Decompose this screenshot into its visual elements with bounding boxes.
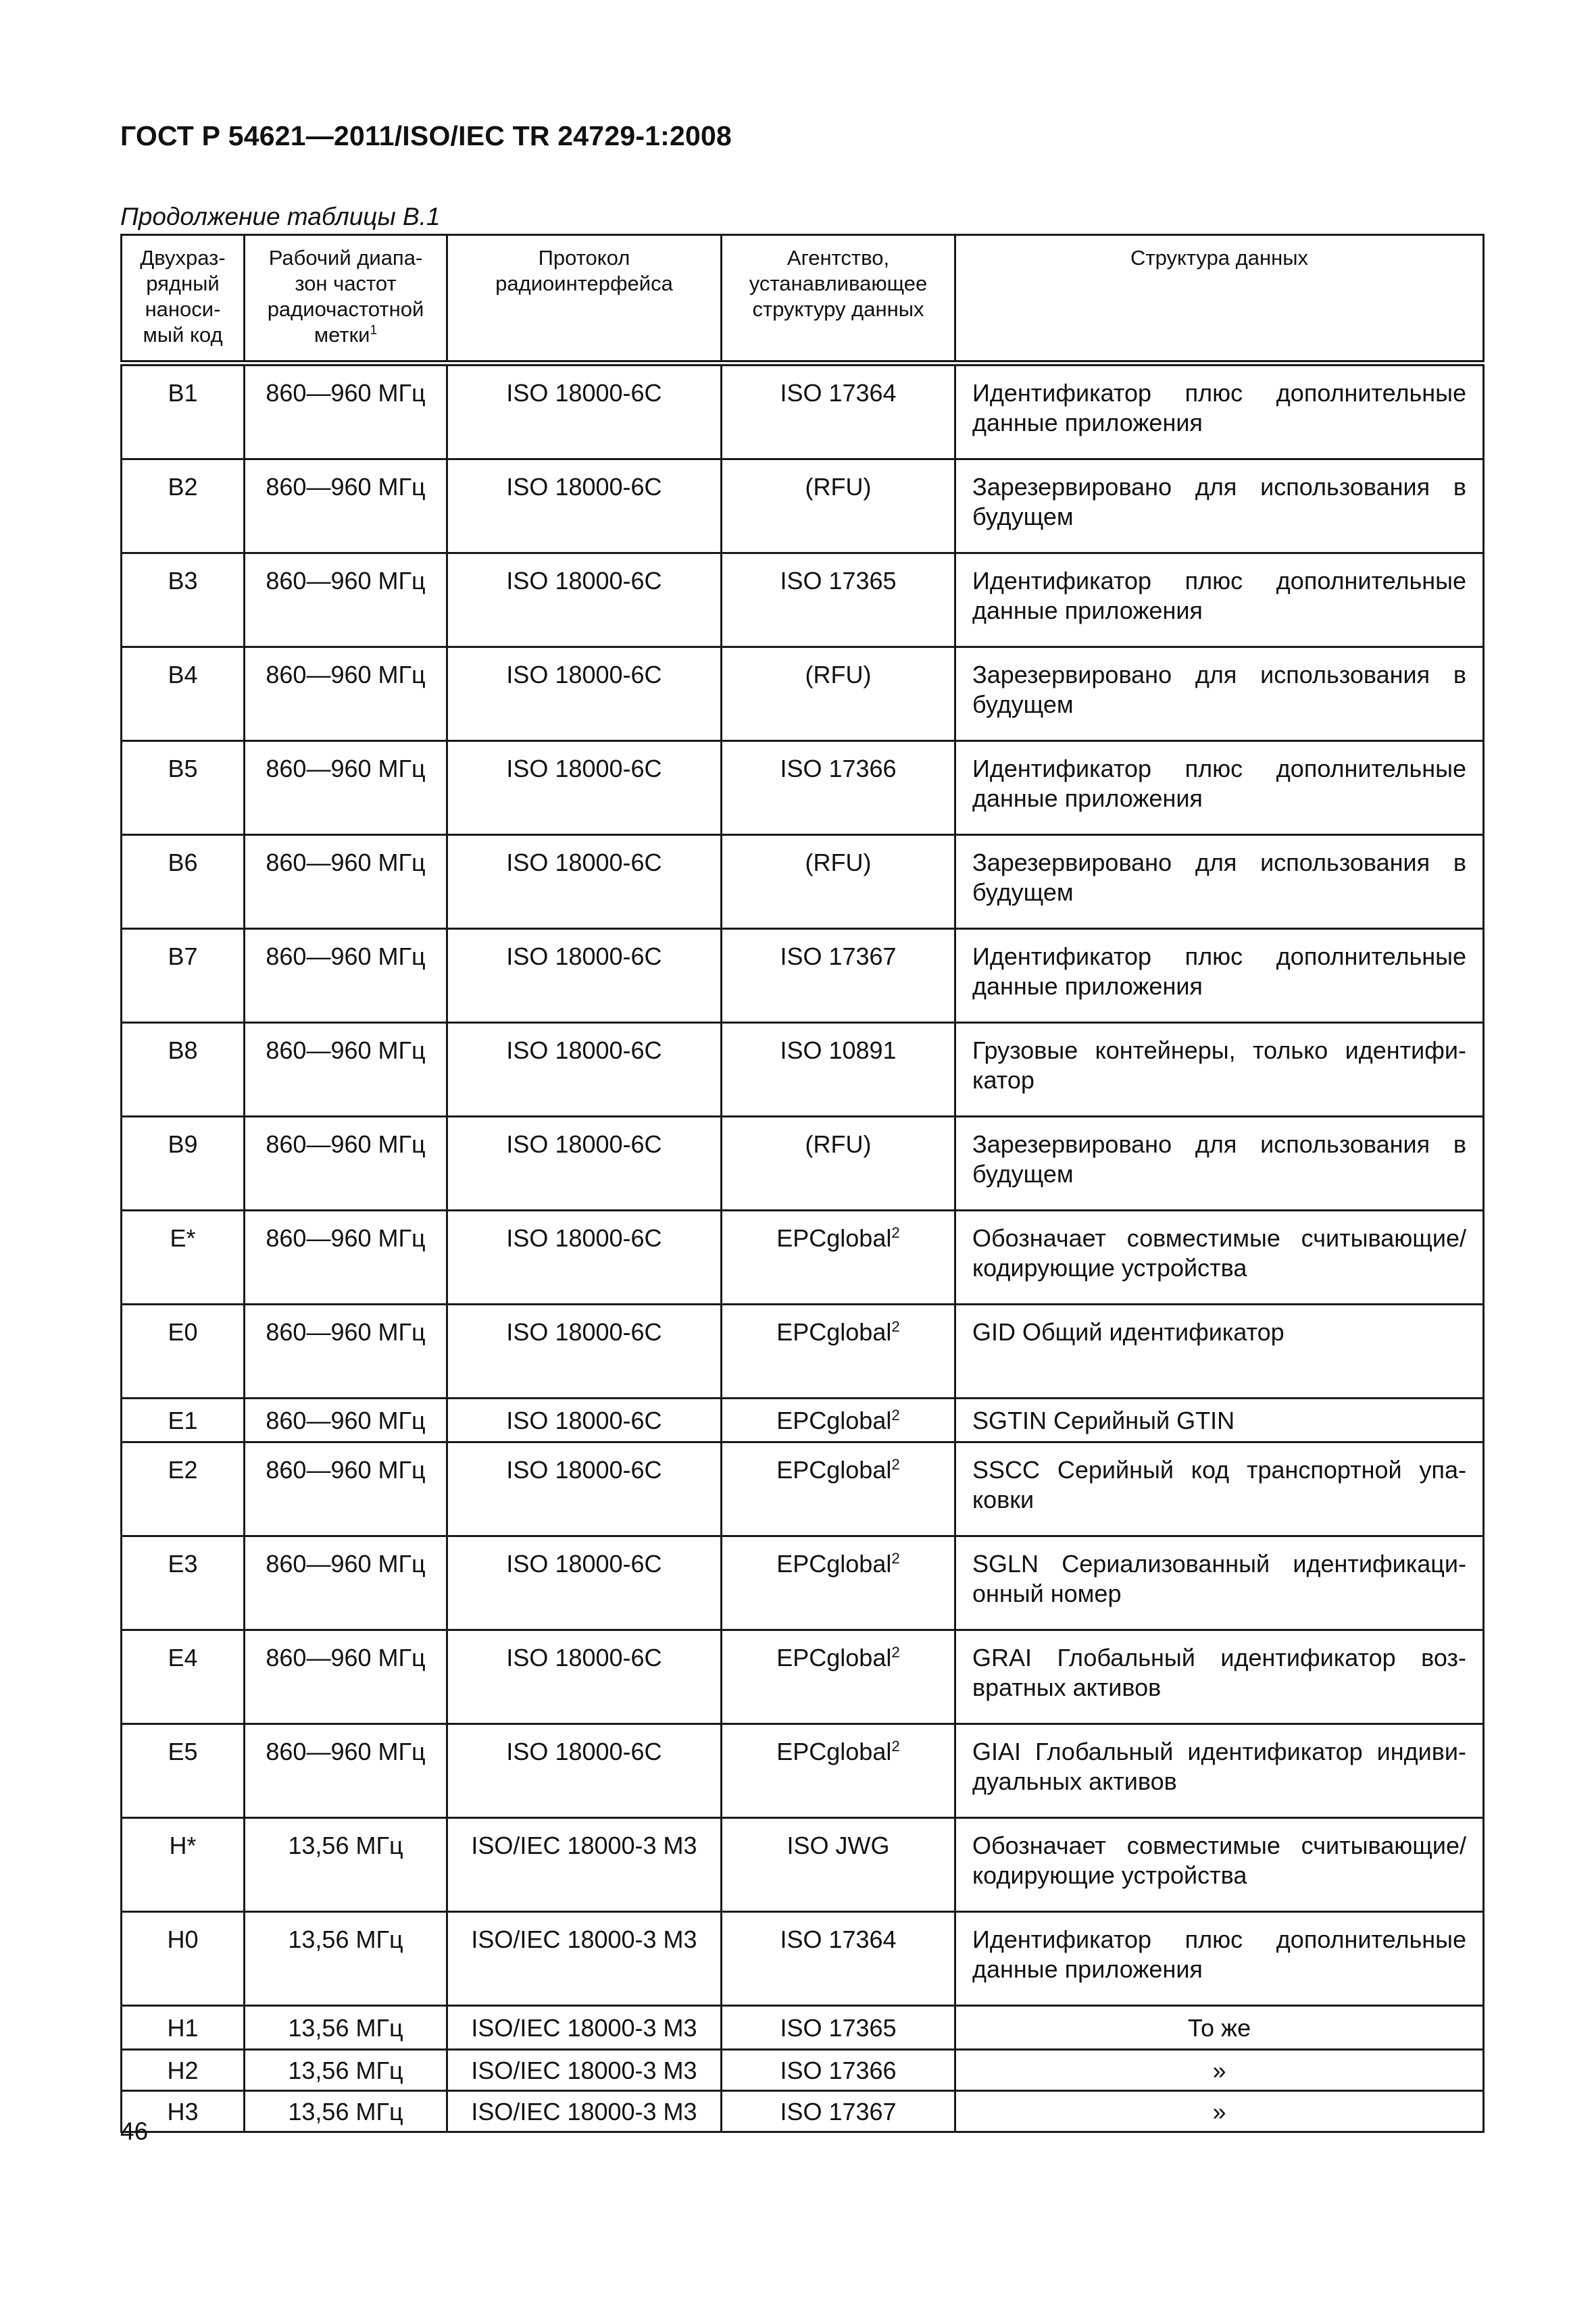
cell-structure-text: Зарезервировано для использования в будущем: [972, 1130, 1466, 1188]
cell-agency-text: EPCglobal: [776, 1738, 892, 1765]
cell-agency-text: ISO 17365: [780, 2014, 897, 2042]
cell-code-text: B3: [168, 567, 198, 595]
cell-code-text: B9: [168, 1130, 198, 1158]
cell-structure-text: »: [1212, 2057, 1226, 2084]
table-row: [122, 1818, 1484, 1912]
cell-structure-text: GRAI Глобальный идентификатор воз-вратных активов: [972, 1644, 1466, 1701]
cell-protocol: [447, 741, 722, 835]
cell-structure-text: Идентификатор плюс дополнительные данные приложения: [972, 379, 1466, 436]
column-header-frequency: [245, 235, 447, 363]
cell-protocol-text: ISO/IEC 18000-3 M3: [471, 1926, 697, 1953]
cell-structure-text: GIAI Глобальный идентификатор индиви-дуальных активов: [972, 1738, 1466, 1795]
table-row: [122, 647, 1484, 741]
cell-protocol: [447, 647, 722, 741]
cell-frequency-text: 860—960 МГц: [266, 1130, 426, 1158]
cell-frequency-text: 860—960 МГц: [266, 942, 426, 970]
cell-frequency-text: 860—960 МГц: [266, 1644, 426, 1671]
cell-protocol: [447, 1442, 722, 1536]
table-row: [122, 1630, 1484, 1724]
cell-frequency-text: 860—960 МГц: [266, 1456, 426, 1484]
cell-agency-text: EPCglobal: [776, 1550, 892, 1578]
column-header-protocol: [447, 235, 722, 363]
cell-code: [122, 1630, 245, 1724]
cell-structure: [955, 1442, 1484, 1536]
cell-protocol: [447, 553, 722, 647]
cell-frequency-text: 860—960 МГц: [266, 473, 426, 501]
cell-protocol-text: ISO 18000-6C: [506, 1456, 662, 1484]
cell-protocol-text: ISO/IEC 18000-3 M3: [471, 2098, 697, 2126]
cell-protocol: [447, 835, 722, 929]
cell-structure-text: Идентификатор плюс дополнительные данные приложения: [972, 567, 1466, 624]
cell-protocol-text: ISO 18000-6C: [506, 379, 662, 407]
cell-agency-text: ISO 17366: [780, 755, 897, 782]
cell-agency: [722, 2091, 955, 2132]
footnote-marker: 1: [370, 323, 378, 338]
cell-frequency-text: 860—960 МГц: [266, 1036, 426, 1064]
cell-structure-text: Идентификатор плюс дополнительные данные приложения: [972, 942, 1466, 1000]
header-line: Агентство,: [787, 246, 890, 270]
cell-protocol-text: ISO 18000-6C: [506, 1318, 662, 1346]
cell-frequency: [245, 1211, 447, 1305]
header-line: Структура данных: [1130, 246, 1309, 270]
table-row: [122, 1536, 1484, 1630]
cell-agency-text: ISO 17364: [780, 1926, 897, 1953]
header-line: Двухраз-: [140, 246, 226, 270]
cell-code-text: H1: [167, 2014, 199, 2042]
cell-structure: [955, 835, 1484, 929]
cell-structure: [955, 459, 1484, 553]
cell-agency: [722, 835, 955, 929]
cell-structure: [955, 1305, 1484, 1399]
cell-protocol-text: ISO 18000-6C: [506, 1644, 662, 1671]
cell-protocol-text: ISO 18000-6C: [506, 1130, 662, 1158]
column-header-agency: [722, 235, 955, 363]
cell-code: [122, 1442, 245, 1536]
cell-code: [122, 1912, 245, 2006]
cell-code-text: E0: [168, 1318, 198, 1346]
cell-code: [122, 2050, 245, 2091]
cell-structure: [955, 1211, 1484, 1305]
cell-frequency: [245, 363, 447, 459]
table-row: [122, 1117, 1484, 1211]
cell-protocol: [447, 1912, 722, 2006]
cell-protocol-text: ISO/IEC 18000-3 M3: [471, 2014, 697, 2042]
cell-frequency-text: 860—960 МГц: [266, 661, 426, 688]
cell-code: [122, 1211, 245, 1305]
table-header-row: [122, 235, 1484, 363]
cell-frequency: [245, 1630, 447, 1724]
cell-code-text: E5: [168, 1738, 198, 1765]
cell-frequency: [245, 1724, 447, 1818]
header-line: радиоинтерфейса: [495, 272, 673, 295]
cell-structure-text: SGTIN Серийный GTIN: [972, 1407, 1235, 1434]
cell-protocol: [447, 2091, 722, 2132]
cell-agency: [722, 1912, 955, 2006]
cell-code-text: E1: [168, 1407, 198, 1434]
header-line: устанавливающее: [749, 272, 928, 295]
cell-structure-text: То же: [1187, 2014, 1251, 2042]
cell-structure-text: SGLN Сериализованный идентификаци-онный номер: [972, 1550, 1466, 1607]
cell-agency: [722, 1724, 955, 1818]
cell-agency-text: ISO 17364: [780, 379, 897, 407]
cell-protocol-text: ISO 18000-6C: [506, 473, 662, 501]
cell-structure: [955, 647, 1484, 741]
cell-protocol-text: ISO/IEC 18000-3 M3: [471, 2057, 697, 2084]
cell-agency: [722, 1023, 955, 1117]
cell-agency-text: EPCglobal: [776, 1456, 892, 1484]
cell-structure: [955, 1724, 1484, 1818]
header-line: структуру данных: [752, 297, 924, 321]
cell-code-text: H*: [169, 1832, 197, 1859]
cell-protocol-text: ISO 18000-6C: [506, 1407, 662, 1434]
cell-agency-text: EPCglobal: [776, 1407, 892, 1434]
cell-code: [122, 1536, 245, 1630]
cell-code: [122, 2006, 245, 2050]
cell-protocol-text: ISO 18000-6C: [506, 661, 662, 688]
cell-structure-text: Обозначает совместимые считывающие/ кодирующие устройства: [972, 1224, 1466, 1282]
cell-code-text: B8: [168, 1036, 198, 1064]
cell-frequency-text: 860—960 МГц: [266, 755, 426, 782]
cell-structure: [955, 1399, 1484, 1442]
table-row: [122, 1442, 1484, 1536]
cell-structure-text: Зарезервировано для использования в будущем: [972, 473, 1466, 530]
cell-protocol: [447, 1023, 722, 1117]
footnote-marker: 2: [891, 1456, 900, 1473]
cell-structure: [955, 2050, 1484, 2091]
cell-agency-text: ISO 17365: [780, 567, 897, 595]
cell-code-text: B7: [168, 942, 198, 970]
cell-frequency-text: 860—960 МГц: [266, 1550, 426, 1578]
cell-structure: [955, 741, 1484, 835]
cell-frequency-text: 860—960 МГц: [266, 379, 426, 407]
cell-frequency: [245, 647, 447, 741]
cell-frequency: [245, 741, 447, 835]
cell-agency-text: (RFU): [805, 1130, 872, 1158]
cell-agency: [722, 553, 955, 647]
table-body: [122, 363, 1484, 2132]
cell-protocol: [447, 459, 722, 553]
cell-structure: [955, 363, 1484, 459]
cell-structure: [955, 1630, 1484, 1724]
header-line: Рабочий диапа-: [268, 246, 423, 270]
header-line: рядный: [146, 272, 220, 295]
table-row: [122, 553, 1484, 647]
header-line: мый код: [143, 323, 223, 347]
cell-code: [122, 1117, 245, 1211]
cell-code: [122, 1818, 245, 1912]
cell-structure: [955, 553, 1484, 647]
cell-structure: [955, 1117, 1484, 1211]
table-row: [122, 1305, 1484, 1399]
cell-code-text: B1: [168, 379, 198, 407]
cell-protocol: [447, 363, 722, 459]
cell-frequency: [245, 2006, 447, 2050]
cell-agency: [722, 1442, 955, 1536]
cell-code: [122, 647, 245, 741]
cell-structure: [955, 1023, 1484, 1117]
footnote-marker: 2: [891, 1318, 900, 1335]
cell-structure-text: GID Общий идентификатор: [972, 1318, 1285, 1346]
table-row: [122, 459, 1484, 553]
cell-structure-text: Зарезервировано для использования в будущем: [972, 661, 1466, 718]
cell-agency-text: ISO 17367: [780, 2098, 897, 2126]
cell-structure-text: »: [1212, 2098, 1226, 2126]
cell-protocol: [447, 1399, 722, 1442]
cell-frequency-text: 860—960 МГц: [266, 1407, 426, 1434]
cell-protocol-text: ISO 18000-6C: [506, 567, 662, 595]
cell-code-text: E4: [168, 1644, 198, 1671]
cell-structure: [955, 929, 1484, 1023]
cell-protocol-text: ISO 18000-6C: [506, 1036, 662, 1064]
cell-protocol-text: ISO 18000-6C: [506, 849, 662, 876]
cell-agency-text: (RFU): [805, 473, 872, 501]
footnote-marker: 2: [891, 1738, 900, 1755]
cell-code: [122, 363, 245, 459]
cell-structure-text: Идентификатор плюс дополнительные данные приложения: [972, 1926, 1466, 1983]
cell-code-text: E2: [168, 1456, 198, 1484]
cell-frequency-text: 13,56 МГц: [288, 2057, 403, 2084]
table-row: [122, 835, 1484, 929]
cell-code-text: E3: [168, 1550, 198, 1578]
cell-frequency-text: 13,56 МГц: [288, 2098, 403, 2126]
cell-structure-text: Грузовые контейнеры, только идентифи-катор: [972, 1036, 1466, 1094]
cell-structure-text: Зарезервировано для использования в будущем: [972, 849, 1466, 906]
cell-frequency: [245, 835, 447, 929]
cell-code: [122, 1023, 245, 1117]
cell-agency: [722, 459, 955, 553]
cell-protocol: [447, 929, 722, 1023]
table-row: [122, 2091, 1484, 2132]
column-header-code: [122, 235, 245, 363]
cell-frequency: [245, 1023, 447, 1117]
cell-agency: [722, 929, 955, 1023]
cell-frequency: [245, 1399, 447, 1442]
cell-code: [122, 553, 245, 647]
cell-agency: [722, 741, 955, 835]
cell-frequency-text: 13,56 МГц: [288, 2014, 403, 2042]
footnote-marker: 2: [891, 1224, 900, 1241]
cell-protocol: [447, 1536, 722, 1630]
cell-agency-text: ISO 10891: [780, 1036, 897, 1064]
header-line: наноси-: [145, 297, 221, 321]
cell-agency: [722, 2050, 955, 2091]
cell-code-text: H2: [167, 2057, 199, 2084]
cell-code-text: B2: [168, 473, 198, 501]
cell-structure-text: Обозначает совместимые считывающие/ кодирующие устройства: [972, 1832, 1466, 1889]
cell-code: [122, 1399, 245, 1442]
cell-agency: [722, 1305, 955, 1399]
cell-protocol: [447, 2050, 722, 2091]
cell-agency: [722, 1630, 955, 1724]
cell-frequency: [245, 1442, 447, 1536]
cell-protocol-text: ISO 18000-6C: [506, 755, 662, 782]
cell-structure: [955, 1818, 1484, 1912]
cell-protocol: [447, 1630, 722, 1724]
cell-code-text: B6: [168, 849, 198, 876]
cell-frequency: [245, 459, 447, 553]
cell-frequency: [245, 2050, 447, 2091]
table-row: [122, 1912, 1484, 2006]
cell-frequency-text: 860—960 МГц: [266, 1738, 426, 1765]
cell-agency: [722, 647, 955, 741]
header-line: Протокол: [538, 246, 630, 270]
cell-frequency: [245, 553, 447, 647]
cell-agency: [722, 1818, 955, 1912]
cell-protocol: [447, 1305, 722, 1399]
cell-agency-text: EPCglobal: [776, 1224, 892, 1252]
cell-frequency: [245, 2091, 447, 2132]
cell-frequency-text: 13,56 МГц: [288, 1832, 403, 1859]
cell-structure: [955, 1536, 1484, 1630]
cell-code: [122, 835, 245, 929]
cell-protocol: [447, 1211, 722, 1305]
cell-protocol: [447, 2006, 722, 2050]
table-row: [122, 929, 1484, 1023]
cell-protocol-text: ISO 18000-6C: [506, 1738, 662, 1765]
cell-agency-text: ISO 17367: [780, 942, 897, 970]
cell-code-text: B5: [168, 755, 198, 782]
cell-structure-text: Идентификатор плюс дополнительные данные приложения: [972, 755, 1466, 812]
cell-protocol: [447, 1818, 722, 1912]
cell-protocol-text: ISO 18000-6C: [506, 1550, 662, 1578]
table-header: [122, 235, 1484, 363]
table-row: [122, 363, 1484, 459]
cell-structure: [955, 2091, 1484, 2132]
cell-frequency: [245, 1117, 447, 1211]
table-row: [122, 1399, 1484, 1442]
cell-agency: [722, 363, 955, 459]
cell-structure-text: SSCC Серийный код транспортной упа-ковки: [972, 1456, 1466, 1513]
page-number: 46: [120, 2117, 149, 2145]
cell-code-text: H0: [167, 1926, 199, 1953]
cell-protocol-text: ISO 18000-6C: [506, 942, 662, 970]
cell-agency-text: (RFU): [805, 661, 872, 688]
cell-agency: [722, 2006, 955, 2050]
cell-structure: [955, 1912, 1484, 2006]
cell-frequency-text: 860—960 МГц: [266, 1318, 426, 1346]
cell-structure: [955, 2006, 1484, 2050]
header-line: радиочастотной: [267, 297, 424, 321]
cell-agency: [722, 1117, 955, 1211]
cell-frequency: [245, 1818, 447, 1912]
cell-agency: [722, 1399, 955, 1442]
cell-frequency: [245, 1912, 447, 2006]
cell-agency-text: ISO 17366: [780, 2057, 897, 2084]
cell-protocol: [447, 1724, 722, 1818]
cell-protocol: [447, 1117, 722, 1211]
cell-agency: [722, 1211, 955, 1305]
table-row: [122, 741, 1484, 835]
cell-code-text: H3: [167, 2098, 199, 2126]
footnote-marker: 2: [891, 1550, 900, 1567]
cell-agency-text: ISO JWG: [787, 1832, 890, 1859]
table-row: [122, 1724, 1484, 1818]
cell-frequency-text: 860—960 МГц: [266, 1224, 426, 1252]
cell-frequency: [245, 1305, 447, 1399]
table-caption: Продолжение таблицы B.1: [120, 203, 441, 230]
cell-frequency-text: 860—960 МГц: [266, 567, 426, 595]
footnote-marker: 2: [891, 1407, 900, 1424]
footnote-marker: 2: [891, 1644, 900, 1661]
document-header: ГОСТ Р 54621—2011/ISO/IEC TR 24729-1:2008: [120, 120, 732, 151]
cell-protocol-text: ISO 18000-6C: [506, 1224, 662, 1252]
cell-frequency: [245, 1536, 447, 1630]
cell-agency-text: EPCglobal: [776, 1644, 892, 1671]
cell-code-text: B4: [168, 661, 198, 688]
cell-agency-text: (RFU): [805, 849, 872, 876]
table-row: [122, 2050, 1484, 2091]
data-table: [120, 234, 1485, 2133]
cell-frequency-text: 860—960 МГц: [266, 849, 426, 876]
header-line: зон частот: [295, 272, 397, 295]
cell-code: [122, 741, 245, 835]
cell-frequency-text: 13,56 МГц: [288, 1926, 403, 1953]
table-row: [122, 2006, 1484, 2050]
table-row: [122, 1023, 1484, 1117]
column-header-structure: [955, 235, 1484, 363]
cell-frequency: [245, 929, 447, 1023]
cell-agency-text: EPCglobal: [776, 1318, 892, 1346]
cell-code: [122, 1724, 245, 1818]
table-row: [122, 1211, 1484, 1305]
cell-code: [122, 1305, 245, 1399]
cell-protocol-text: ISO/IEC 18000-3 M3: [471, 1832, 697, 1859]
cell-agency: [722, 1536, 955, 1630]
cell-code-text: E*: [170, 1224, 196, 1252]
cell-code: [122, 929, 245, 1023]
header-line: метки: [314, 323, 370, 347]
cell-code: [122, 459, 245, 553]
